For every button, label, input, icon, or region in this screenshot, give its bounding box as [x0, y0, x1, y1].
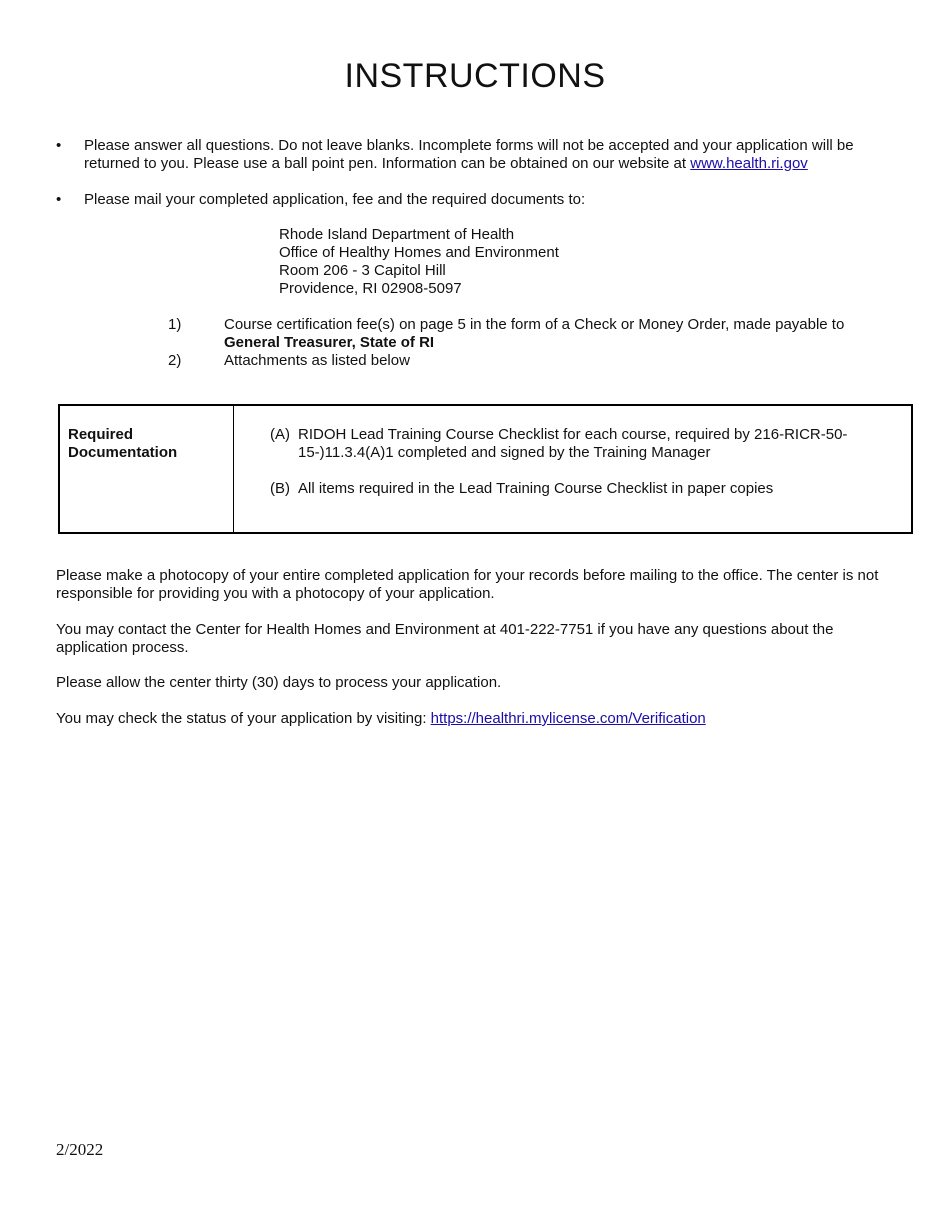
status-check-note: [56, 710, 906, 728]
item-text: All items required in the Lead Training Course Checklist in paper copies: [298, 480, 774, 497]
address-line: Room 206 - 3 Capitol Hill: [279, 262, 446, 279]
processing-time-note: Please allow the center thirty (30) days to process your application.: [56, 674, 502, 691]
address-line: Providence, RI 02908-5097: [279, 280, 462, 297]
page-title: INSTRUCTIONS: [344, 57, 606, 95]
instruction-answer-all-text: Please answer all questions. Do not leave blanks. Incomplete forms will not be accepted and your application will be returned to you. Please use a ball point pen. Information can be obtained on our website at: [84, 137, 854, 172]
payee-name: General Treasurer, State of RI: [224, 333, 435, 351]
list-number: 1): [168, 316, 182, 333]
address-line: Office of Healthy Homes and Environment: [279, 244, 559, 261]
address-line: Rhode Island Department of Health: [279, 226, 515, 243]
instruction-mail: Please mail your completed application, fee and the required documents to:: [84, 191, 586, 208]
status-check-text: You may check the status of your application by visiting:: [56, 710, 431, 727]
column-divider: [233, 406, 234, 532]
required-documentation-label: [68, 426, 228, 461]
list-number: 2): [168, 352, 182, 369]
item-marker: (A): [270, 426, 290, 443]
list-item-attachments: Attachments as listed below: [224, 352, 410, 369]
label-line: Documentation: [68, 443, 178, 461]
list-item-fee-text: Course certification fee(s) on page 5 in the form of a Check or Money Order, made payable to: [224, 316, 845, 333]
verification-link[interactable]: https://healthri.mylicense.com/Verification: [430, 710, 706, 727]
health-website-link[interactable]: www.health.ri.gov: [690, 154, 808, 172]
item-marker: (B): [270, 480, 290, 497]
required-documentation-box: [58, 404, 913, 534]
bullet-icon: •: [56, 191, 62, 208]
mailing-address: [279, 226, 559, 298]
instruction-answer-all: [84, 137, 904, 172]
label-line: Required: [68, 426, 134, 443]
bullet-icon: •: [56, 137, 62, 154]
item-text: RIDOH Lead Training Course Checklist for each course, required by 216-RICR-50-15-)11.3.4(A)1 completed and signed by the Training Manager: [298, 426, 848, 461]
revision-date: 2/2022: [56, 1140, 104, 1159]
list-item-fee: [224, 316, 914, 351]
photocopy-note: Please make a photocopy of your entire completed application for your records before mailing to the office. The center is not responsible for providing you with a photocopy of your application.: [56, 567, 879, 602]
contact-note: You may contact the Center for Health Homes and Environment at 401-222-7751 if you have any questions about the application process.: [56, 621, 834, 656]
